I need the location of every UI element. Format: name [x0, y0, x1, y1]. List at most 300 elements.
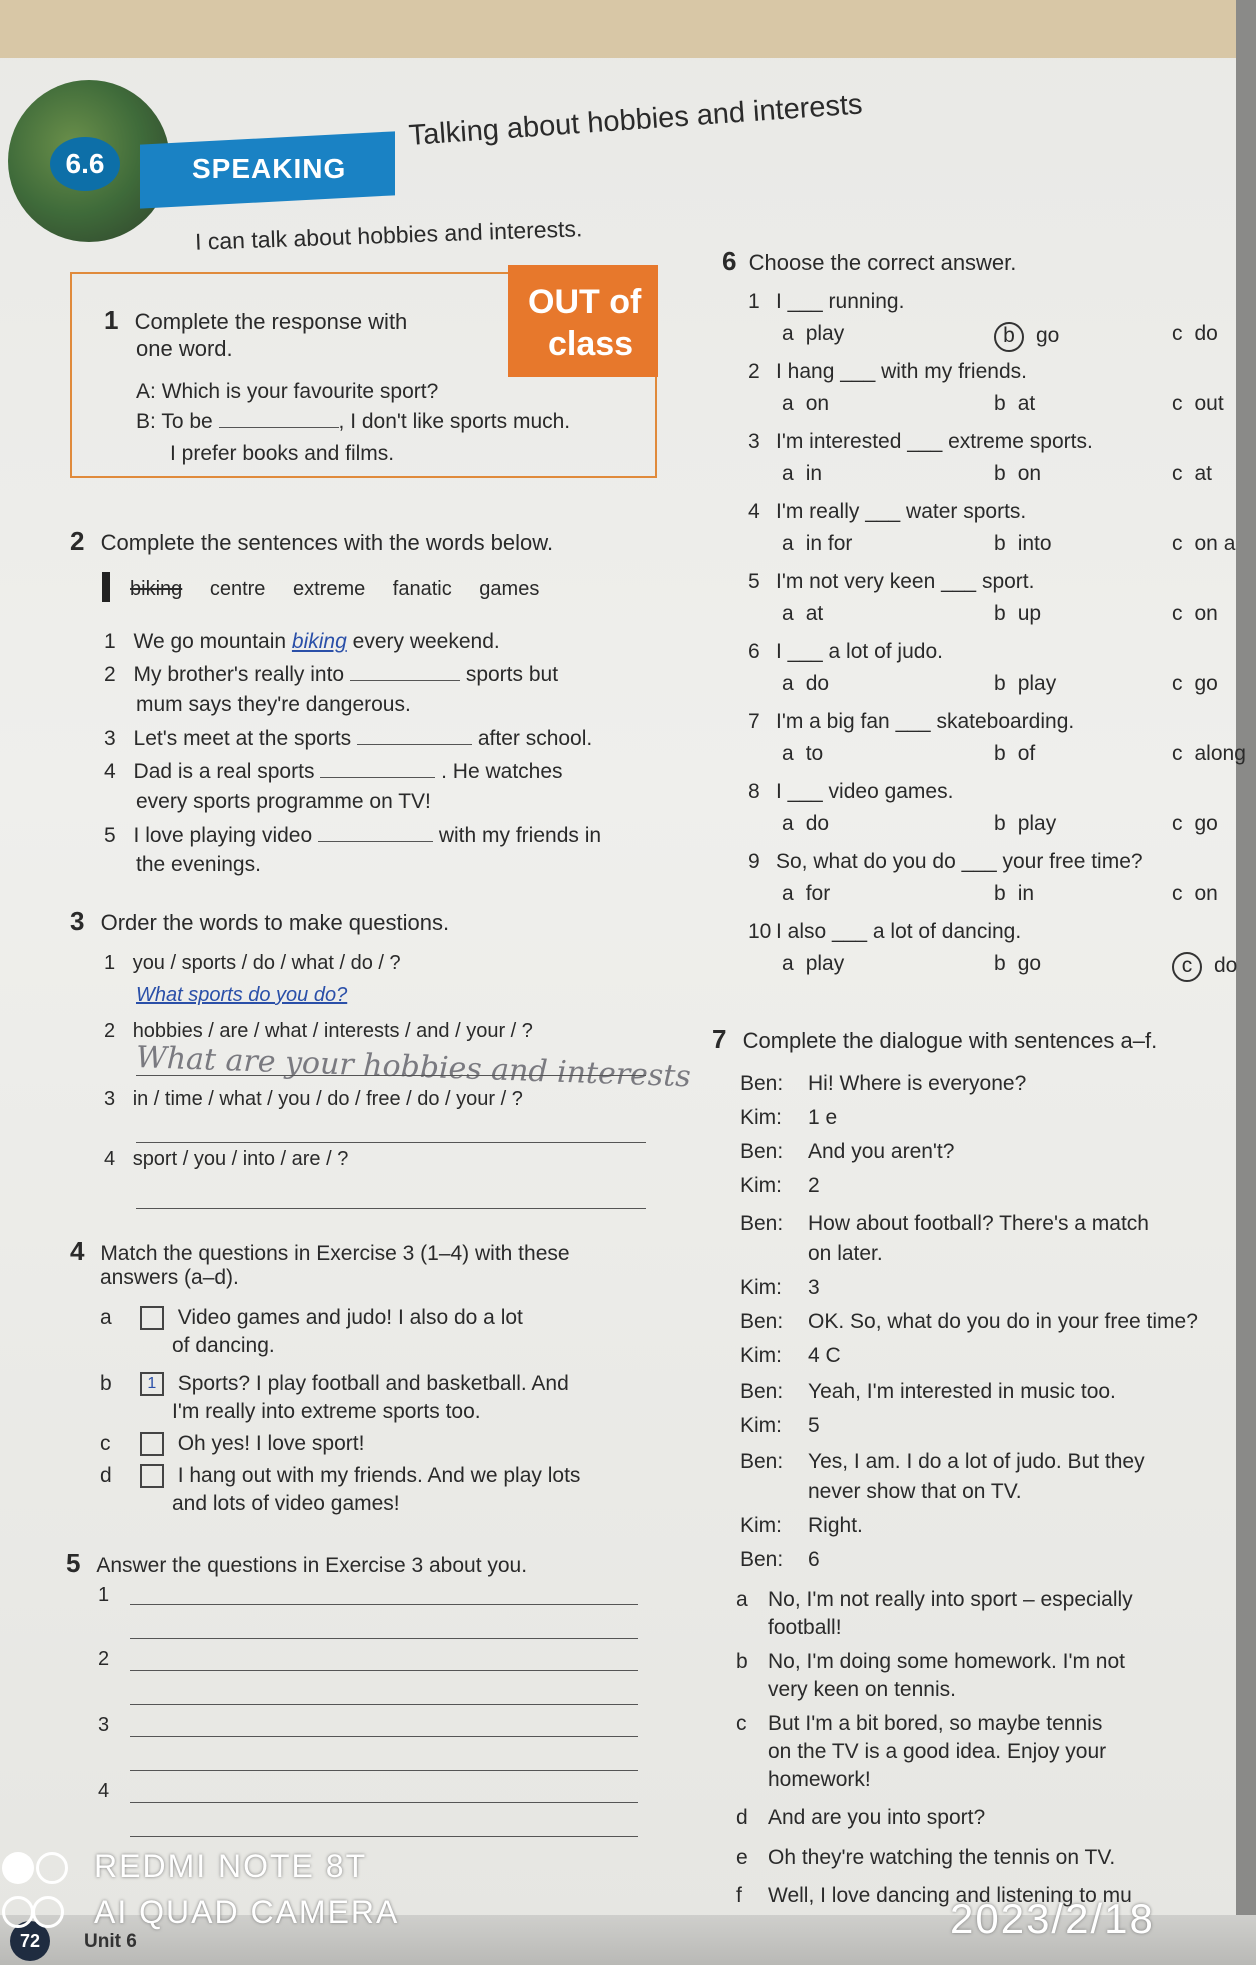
dialogue-line: [740, 1380, 1116, 1404]
dialogue-line: [740, 1242, 883, 1266]
ex6-instruction-text: Choose the correct answer.: [748, 250, 1017, 275]
badge-line-1: OUT of: [528, 283, 642, 321]
ex3-answer-1[interactable]: What sports do you do?: [136, 984, 348, 1006]
item-words: hobbies / are / what / interests / and / your / ?: [132, 1020, 533, 1042]
dialogue-text: 5: [808, 1414, 820, 1437]
option-text: into: [1017, 532, 1052, 555]
option-b[interactable]: [994, 812, 1056, 836]
watermark-dot-ring: [32, 1896, 64, 1928]
ex1-line-b: [136, 410, 570, 434]
ex6-item: [748, 360, 1027, 384]
item-number: 1: [104, 952, 116, 974]
item-before: We go mountain: [133, 630, 287, 653]
item-blank[interactable]: [357, 744, 472, 745]
option-text: out: [1194, 392, 1224, 415]
option-b[interactable]: [994, 882, 1034, 906]
dialogue-text: Right.: [808, 1514, 863, 1537]
option-a[interactable]: [782, 392, 829, 416]
ex1-a-text: Which is your favourite sport?: [161, 380, 439, 403]
dialogue-text: 6: [808, 1548, 820, 1571]
option-text: in: [805, 462, 823, 485]
speaker: Ben:: [740, 1310, 784, 1333]
option-text: play: [805, 952, 845, 975]
page-number: 72: [10, 1921, 50, 1961]
item-line1: I hang out with my friends. And we play lots: [177, 1464, 581, 1487]
option-letter: b: [994, 812, 1006, 835]
option-line: [736, 1650, 1125, 1674]
dialogue-line: [740, 1414, 820, 1438]
dialogue-text: Yes, I am. I do a lot of judo. But they: [808, 1450, 1145, 1473]
match-box[interactable]: 1: [140, 1372, 164, 1396]
speaker: Ben:: [740, 1380, 784, 1403]
ex2-item-4: [104, 760, 563, 784]
item-stem: I'm a big fan ___ skateboarding.: [776, 710, 1075, 733]
ex2-item-3: [104, 727, 592, 751]
ex4-instruction-line1: Match the questions in Exercise 3 (1–4) with these: [100, 1242, 570, 1265]
ex2-item-5: [104, 824, 601, 848]
option-letter: c: [1172, 672, 1183, 695]
item-after: sports but: [465, 663, 559, 686]
option-letter: f: [736, 1884, 742, 1907]
option-letter: b: [994, 532, 1006, 555]
ex4-item-b: [100, 1372, 569, 1396]
item-stem: I ___ running.: [776, 290, 905, 313]
speaker-a: A:: [136, 380, 156, 403]
answer-line[interactable]: [130, 1770, 638, 1771]
lesson-topic: Talking about hobbies and interests: [407, 88, 864, 153]
speaker-b: B:: [136, 410, 156, 433]
ex1-b-text3: I prefer books and films.: [170, 442, 395, 465]
option-line: [736, 1846, 1115, 1870]
option-letter: a: [782, 882, 794, 905]
ex6-instruction: [722, 246, 1016, 277]
speaker: Ben:: [740, 1548, 784, 1571]
word-fanatic: fanatic: [392, 578, 452, 600]
option-a[interactable]: [782, 672, 829, 696]
item-stem: I hang ___ with my friends.: [776, 360, 1027, 383]
item-letter: c: [100, 1432, 111, 1455]
ex1-blank[interactable]: [219, 427, 339, 428]
option-letter: b: [994, 392, 1006, 415]
answer-line[interactable]: [130, 1604, 638, 1605]
option-letter: c: [1172, 322, 1183, 345]
option-line: [768, 1740, 1106, 1764]
option-a[interactable]: [782, 812, 829, 836]
item-number: 9: [748, 850, 760, 873]
option-letter: a: [782, 602, 794, 625]
ex3-number: 3: [70, 906, 85, 936]
item-number: 1: [748, 290, 760, 313]
dialogue-line: [740, 1450, 1145, 1474]
ex3-item-3: [104, 1088, 523, 1111]
option-text: play: [805, 322, 845, 345]
option-letter: a: [782, 812, 794, 835]
item-letter: b: [100, 1372, 112, 1395]
speaker: Kim:: [740, 1344, 782, 1367]
answer-line[interactable]: [130, 1802, 638, 1803]
option-b[interactable]: [994, 742, 1035, 766]
answer-line[interactable]: [130, 1670, 638, 1671]
option-text: on: [1194, 882, 1218, 905]
option-letter: c: [1172, 532, 1183, 555]
option-text: play: [1017, 672, 1057, 695]
ex7-instruction-text: Complete the dialogue with sentences a–f.: [742, 1028, 1158, 1053]
option-letter: c: [1172, 602, 1183, 625]
option-b[interactable]: [994, 952, 1041, 976]
dialogue-line: [740, 1174, 820, 1198]
option-text: at: [1017, 392, 1036, 415]
dialogue-line: [740, 1212, 1149, 1236]
watermark-camera: AI QUAD CAMERA: [94, 1894, 400, 1930]
dialogue-line: [740, 1344, 841, 1368]
option-text: No, I'm doing some homework. I'm not: [768, 1650, 1125, 1673]
item-number: 4: [104, 1148, 116, 1170]
speaker: Ben:: [740, 1212, 784, 1235]
option-c[interactable]: [1172, 322, 1218, 346]
item-number: 5: [748, 570, 760, 593]
item-stem: I'm interested ___ extreme sports.: [776, 430, 1093, 453]
ex4-item-d-line2: and lots of video games!: [172, 1492, 400, 1515]
ex3-answer-2[interactable]: What are your hobbies and interests: [135, 1040, 692, 1095]
desk-background: [0, 0, 1256, 58]
option-letter: a: [782, 462, 794, 485]
ex4-item-d: [100, 1464, 580, 1488]
option-text: at: [805, 602, 824, 625]
ex7-number: 7: [712, 1024, 727, 1054]
answer-line[interactable]: [136, 1208, 646, 1209]
option-line: [768, 1768, 871, 1792]
dialogue-line: [740, 1480, 1022, 1504]
dialogue-line: [740, 1310, 1198, 1334]
dialogue-text: And you aren't?: [808, 1140, 955, 1163]
ex4-instruction-line2: answers (a–d).: [100, 1266, 239, 1289]
option-c[interactable]: [1172, 672, 1218, 696]
option-a[interactable]: [782, 602, 823, 626]
dialogue-text: Yeah, I'm interested in music too.: [808, 1380, 1116, 1403]
ex4-number: 4: [70, 1236, 85, 1266]
item-words: in / time / what / you / do / free / do / your / ?: [132, 1088, 523, 1110]
item-stem: So, what do you do ___ your free time?: [776, 850, 1143, 873]
speaker: Kim:: [740, 1106, 782, 1129]
speaker: Kim:: [740, 1174, 782, 1197]
item-letter: d: [100, 1464, 112, 1487]
option-letter: c: [1172, 462, 1183, 485]
option-letter: c: [736, 1712, 747, 1735]
option-a[interactable]: [782, 532, 852, 556]
ex5-item-number: 4: [98, 1780, 110, 1802]
option-text: football!: [768, 1616, 842, 1639]
dialogue-text: How about football? There's a match: [808, 1212, 1149, 1235]
speaker: Ben:: [740, 1140, 784, 1163]
ex2-item-2: [104, 663, 558, 687]
ex6-item: [748, 710, 1074, 734]
dialogue-text: 3: [808, 1276, 820, 1299]
dialogue-text: 2: [808, 1174, 820, 1197]
speaker: Ben:: [740, 1072, 784, 1095]
item-blank[interactable]: [320, 777, 435, 778]
option-c[interactable]: [1172, 392, 1224, 416]
item-answer[interactable]: biking: [291, 630, 347, 653]
option-text: to: [805, 742, 824, 765]
ex6-number: 6: [722, 246, 737, 276]
option-letter: a: [736, 1588, 748, 1611]
item-number: 2: [104, 1020, 116, 1042]
option-a[interactable]: [782, 952, 844, 976]
watermark-dot-ring: [36, 1852, 68, 1884]
item-number: 10: [748, 920, 772, 943]
match-box[interactable]: [140, 1306, 164, 1330]
dialogue-text: Hi! Where is everyone?: [808, 1072, 1027, 1095]
option-text: on: [1194, 602, 1218, 625]
item-number: 3: [104, 727, 116, 750]
option-letter: c: [1172, 742, 1183, 765]
ex6-item: [748, 570, 1034, 594]
item-letter: a: [100, 1306, 112, 1329]
option-text: No, I'm not really into sport – especially: [768, 1588, 1133, 1611]
item-before: My brother's really into: [133, 663, 345, 686]
option-text: And are you into sport?: [768, 1806, 986, 1829]
option-letter: a: [782, 322, 794, 345]
dialogue-text: OK. So, what do you do in your free time?: [808, 1310, 1198, 1333]
option-b[interactable]: [994, 602, 1041, 626]
option-letter: b: [736, 1650, 748, 1673]
dialogue-line: [740, 1276, 820, 1300]
ex3-instruction-text: Order the words to make questions.: [100, 910, 450, 935]
item-number: 7: [748, 710, 760, 733]
ex1-b-text2: , I don't like sports much.: [338, 410, 571, 433]
option-text: go: [1036, 324, 1060, 347]
ex6-item: [748, 780, 953, 804]
ex1-instruction-line1: Complete the response with: [134, 309, 408, 334]
option-letter: a: [782, 742, 794, 765]
dialogue-line: [740, 1548, 820, 1572]
ex3-item-4: [104, 1148, 348, 1171]
item-stem: I also ___ a lot of dancing.: [776, 920, 1022, 943]
item-after: after school.: [477, 727, 593, 750]
option-line: [768, 1616, 842, 1640]
section-label: SPEAKING: [192, 153, 347, 184]
item-words: you / sports / do / what / do / ?: [132, 952, 401, 974]
match-box[interactable]: [140, 1432, 164, 1456]
dialogue-text: 1 e: [808, 1106, 838, 1129]
item-number: 4: [104, 760, 116, 783]
option-letter: b: [994, 952, 1006, 975]
option-text: do: [1214, 954, 1238, 977]
item-number: 8: [748, 780, 760, 803]
option-a[interactable]: [782, 882, 830, 906]
match-box[interactable]: [140, 1464, 164, 1488]
word-extreme: extreme: [292, 578, 366, 600]
ex6-item: [748, 920, 1021, 944]
option-c[interactable]: [1172, 462, 1212, 486]
answer-line[interactable]: [136, 1142, 646, 1143]
answer-line[interactable]: [130, 1736, 638, 1737]
dialogue-line: [740, 1140, 954, 1164]
item-before: Let's meet at the sports: [133, 727, 352, 750]
item-after: every weekend.: [352, 630, 500, 653]
option-c[interactable]: [1172, 602, 1218, 626]
dialogue-line: [740, 1514, 863, 1538]
can-do-statement: I can talk about hobbies and interests.: [194, 215, 583, 255]
speaker: Kim:: [740, 1276, 782, 1299]
option-text: at: [1194, 462, 1213, 485]
item-stem: I ___ a lot of judo.: [776, 640, 943, 663]
dialogue-text: 4 C: [808, 1344, 841, 1367]
item-number: 2: [104, 663, 116, 686]
speaker: Ben:: [740, 1450, 784, 1473]
word-games: games: [479, 578, 540, 600]
item-stem: I'm really ___ water sports.: [776, 500, 1027, 523]
item-line1: Sports? I play football and basketball. And: [177, 1372, 569, 1395]
answer-line[interactable]: [130, 1638, 638, 1639]
item-words: sport / you / into / are / ?: [132, 1148, 349, 1170]
ex1-number: 1: [104, 305, 119, 335]
option-c[interactable]: [1172, 532, 1235, 556]
option-text: of: [1017, 742, 1036, 765]
option-b[interactable]: [994, 532, 1052, 556]
option-text: But I'm a bit bored, so maybe tennis: [768, 1712, 1103, 1735]
dialogue-line: [740, 1072, 1026, 1096]
ex1-instruction-line2: one word.: [136, 336, 233, 361]
ex3-instruction: [70, 906, 449, 937]
speaker: Kim:: [740, 1414, 782, 1437]
option-letter: a: [782, 532, 794, 555]
item-stem: I'm not very keen ___ sport.: [776, 570, 1035, 593]
option-c[interactable]: [1172, 952, 1237, 982]
item-before: I love playing video: [133, 824, 313, 847]
option-a[interactable]: [782, 742, 823, 766]
item-after: . He watches: [441, 760, 563, 783]
option-letter: b: [994, 462, 1006, 485]
option-b[interactable]: [994, 672, 1056, 696]
ex6-item: [748, 500, 1026, 524]
option-text: on the TV is a good idea. Enjoy your: [768, 1740, 1107, 1763]
ex4-item-a: [100, 1306, 523, 1330]
dialogue-text: never show that on TV.: [808, 1480, 1022, 1503]
item-number: 3: [104, 1088, 116, 1110]
option-text: go: [1194, 812, 1218, 835]
ex5-instruction: [66, 1548, 527, 1579]
option-letter: e: [736, 1846, 748, 1869]
option-text: go: [1194, 672, 1218, 695]
item-number: 2: [748, 360, 760, 383]
option-letter: a: [782, 672, 794, 695]
item-before: Dad is a real sports: [133, 760, 315, 783]
ex2-number: 2: [70, 526, 85, 556]
option-line: [736, 1588, 1133, 1612]
option-b[interactable]: [994, 392, 1035, 416]
option-text: Well, I love dancing and listening to mu: [768, 1884, 1132, 1907]
option-text: along: [1194, 742, 1246, 765]
ex4-item-a-line2: of dancing.: [172, 1334, 275, 1357]
option-letter: c: [1172, 812, 1183, 835]
option-c[interactable]: [1172, 812, 1218, 836]
word-biking: biking: [130, 578, 183, 600]
ex5-number: 5: [66, 1548, 81, 1578]
option-letter: b: [994, 882, 1006, 905]
item-number: 6: [748, 640, 760, 663]
ex5-item-number: 3: [98, 1714, 110, 1736]
option-line: [768, 1678, 956, 1702]
option-b[interactable]: [994, 322, 1059, 352]
item-number: 1: [104, 630, 116, 653]
ex2-item-4-cont: every sports programme on TV!: [136, 790, 431, 813]
item-stem: I ___ video games.: [776, 780, 954, 803]
option-letter: c: [1172, 882, 1183, 905]
option-a[interactable]: [782, 462, 822, 486]
item-line1: Oh yes! I love sport!: [177, 1432, 365, 1455]
answer-line: [136, 1075, 646, 1076]
option-text: Oh they're watching the tennis on TV.: [768, 1846, 1116, 1869]
dialogue-text: on later.: [808, 1242, 883, 1265]
ex3-item-1: [104, 952, 401, 975]
item-blank[interactable]: [318, 841, 433, 842]
option-c[interactable]: [1172, 882, 1218, 906]
option-letter: b: [994, 672, 1006, 695]
watermark-device: REDMI NOTE 8T: [94, 1848, 368, 1884]
item-line1: Video games and judo! I also do a lot: [177, 1306, 523, 1329]
out-of-class-badge: [508, 265, 658, 377]
option-line: [736, 1712, 1102, 1736]
ex6-item: [748, 290, 904, 314]
option-text: do: [1194, 322, 1218, 345]
option-text: do: [805, 812, 830, 835]
badge-line-2: class: [548, 325, 634, 363]
option-text: play: [1017, 812, 1057, 835]
option-letter: b: [994, 742, 1006, 765]
item-blank[interactable]: [350, 680, 460, 681]
watermark-dot-filled: [2, 1852, 34, 1884]
answer-line[interactable]: [130, 1836, 638, 1837]
item-number: 4: [748, 500, 760, 523]
item-number: 3: [748, 430, 760, 453]
unit-label: Unit 6: [84, 1931, 137, 1952]
option-text: on a: [1194, 532, 1236, 555]
option-a[interactable]: [782, 322, 844, 346]
ex1-line-a: [136, 380, 438, 404]
option-letter: a: [782, 952, 794, 975]
item-after: with my friends in: [438, 824, 602, 847]
option-letter: b: [994, 322, 1024, 352]
word-box-marker: [102, 572, 110, 602]
ex4-item-b-line2: I'm really into extreme sports too.: [172, 1400, 481, 1423]
ex4-instruction: [70, 1236, 570, 1267]
watermark-date: 2023/2/18: [950, 1895, 1155, 1942]
option-text: in: [1017, 882, 1035, 905]
page-edge: [1236, 0, 1256, 1965]
ex4-item-c: [100, 1432, 364, 1456]
option-text: do: [805, 672, 830, 695]
ex1-b-text1: To be: [161, 410, 213, 433]
word-centre: centre: [209, 578, 266, 600]
answer-line[interactable]: [130, 1704, 638, 1705]
ex2-instruction-text: Complete the sentences with the words below.: [100, 530, 554, 555]
ex6-item: [748, 640, 943, 664]
dialogue-line: [740, 1106, 837, 1130]
option-c[interactable]: [1172, 742, 1246, 766]
lesson-number: 6.6: [50, 137, 120, 191]
speaker: Kim:: [740, 1514, 782, 1537]
option-text: up: [1017, 602, 1042, 625]
option-b[interactable]: [994, 462, 1041, 486]
option-text: in for: [805, 532, 853, 555]
option-letter: d: [736, 1806, 748, 1829]
ex2-item-2-cont: mum says they're dangerous.: [136, 693, 411, 716]
ex6-item: [748, 850, 1143, 874]
ex2-instruction: [70, 526, 553, 557]
option-text: homework!: [768, 1768, 871, 1791]
ex7-instruction: [712, 1024, 1157, 1055]
